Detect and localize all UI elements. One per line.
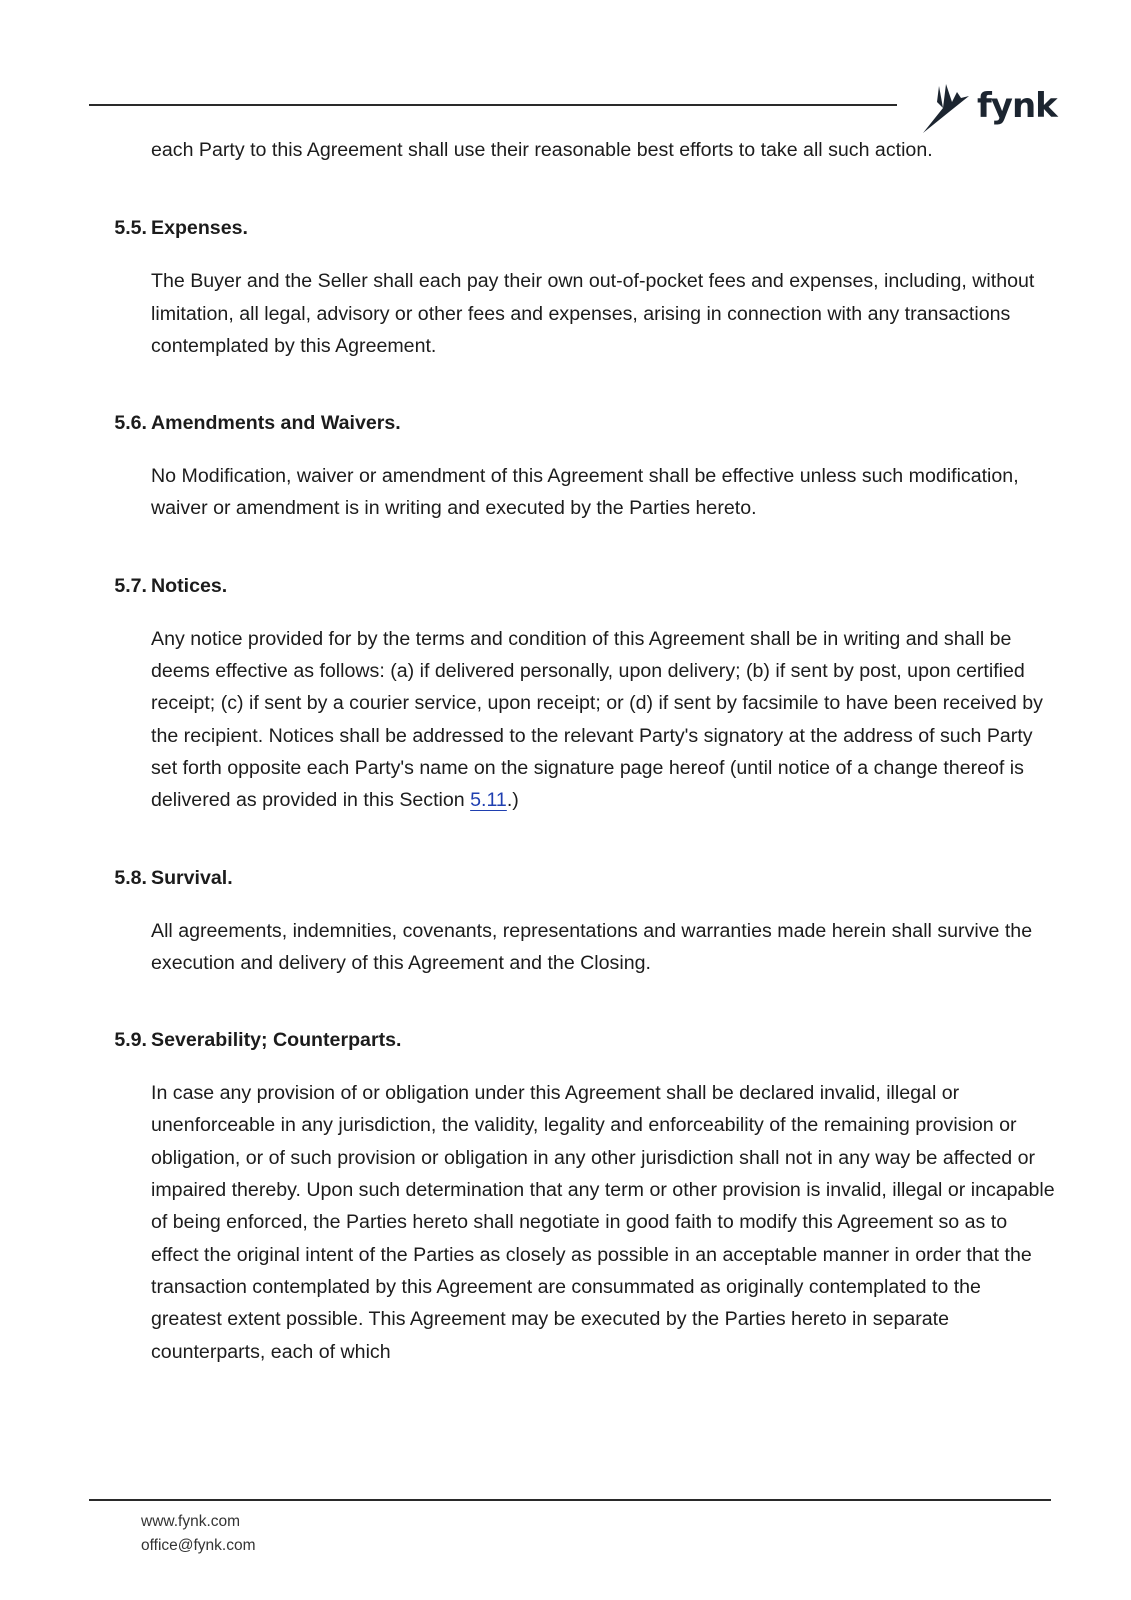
header-rule [89, 104, 897, 106]
footer [141, 1510, 256, 1558]
section-heading-5-6 [0, 407, 1131, 439]
section-heading-5-7 [0, 570, 1131, 602]
section-title: Amendments and Waivers. [151, 412, 401, 435]
brand-logo [919, 78, 1057, 134]
section-number: 5.8. [114, 866, 147, 889]
section-number: 5.5. [114, 217, 147, 240]
section-title: Severability; Counterparts. [151, 1029, 402, 1052]
footer-email[interactable]: office@fynk.com [141, 1537, 256, 1554]
section-body-5-9: In case any provision of or obligation under this Agreement shall be declared invalid, illegal or unenforceable in any jurisdiction, the validity, legality and enforceability of the remaining provision or obligation, or of such provision or obligation in any other jurisdiction shall not in any way be affected or impaired thereby. Upon such determination that any term or other provision is invalid, illegal or incapable of being enforced, the Parties hereto shall negotiate in good faith to modify this Agreement so as to effect the original intent of the Parties as closely as possible in an acceptable manner in order that the transaction contemplated by this Agreement are consummated as originally contemplated to the greatest extent possible. This Agreement may be executed by the Parties hereto in separate counterparts, each of which [151, 1082, 1055, 1363]
section-number: 5.7. [114, 574, 147, 597]
notices-text: Any notice provided for by the terms and condition of this Agreement shall be in writing and shall be deems effective as follows: (a) if delivered personally, upon delivery; (b) if sent by post, upon certified receipt; (c) if sent by a courier service, upon receipt; or (d) if sent by facsimile to have been received by the recipient. Notices shall be addressed to the relevant Party's signatory at the address of such Party set forth opposite each Party's name on the signature page hereof (until notice of a change thereof is delivered as provided in this Section [151, 627, 1043, 812]
section-title: Survival. [151, 866, 233, 889]
notices-text-end: .) [506, 789, 519, 812]
section-heading-5-9 [0, 1024, 1131, 1056]
section-body-5-5: The Buyer and the Seller shall each pay their own out-of-pocket fees and expenses, including, without limitation, all legal, advisory or other fees and expenses, arising in connection with any transactions contemplated by this Agreement. [151, 270, 1035, 357]
section-body-5-8: All agreements, indemnities, covenants, representations and warranties made herein shall survive the execution and delivery of this Agreement and the Closing. [151, 919, 1033, 974]
section-body-5-7 [151, 623, 1056, 817]
document-body [0, 134, 1131, 1368]
section-5-11-link[interactable]: 5.11 [470, 789, 507, 812]
section-number: 5.9. [114, 1029, 147, 1052]
fynk-bird-icon [919, 78, 971, 134]
lead-paragraph: each Party to this Agreement shall use their reasonable best efforts to take all such action. [151, 139, 933, 161]
section-title: Notices. [151, 574, 228, 597]
section-heading-5-8 [0, 862, 1131, 894]
section-body-5-6: No Modification, waiver or amendment of this Agreement shall be effective unless such modification, waiver or amendment is in writing and executed by the Parties hereto. [151, 465, 1019, 520]
section-heading-5-5 [0, 212, 1131, 244]
section-number: 5.6. [114, 412, 147, 435]
section-title: Expenses. [151, 217, 248, 240]
footer-rule [89, 1499, 1051, 1501]
brand-name: fynk [977, 86, 1057, 126]
footer-website[interactable]: www.fynk.com [141, 1513, 241, 1530]
